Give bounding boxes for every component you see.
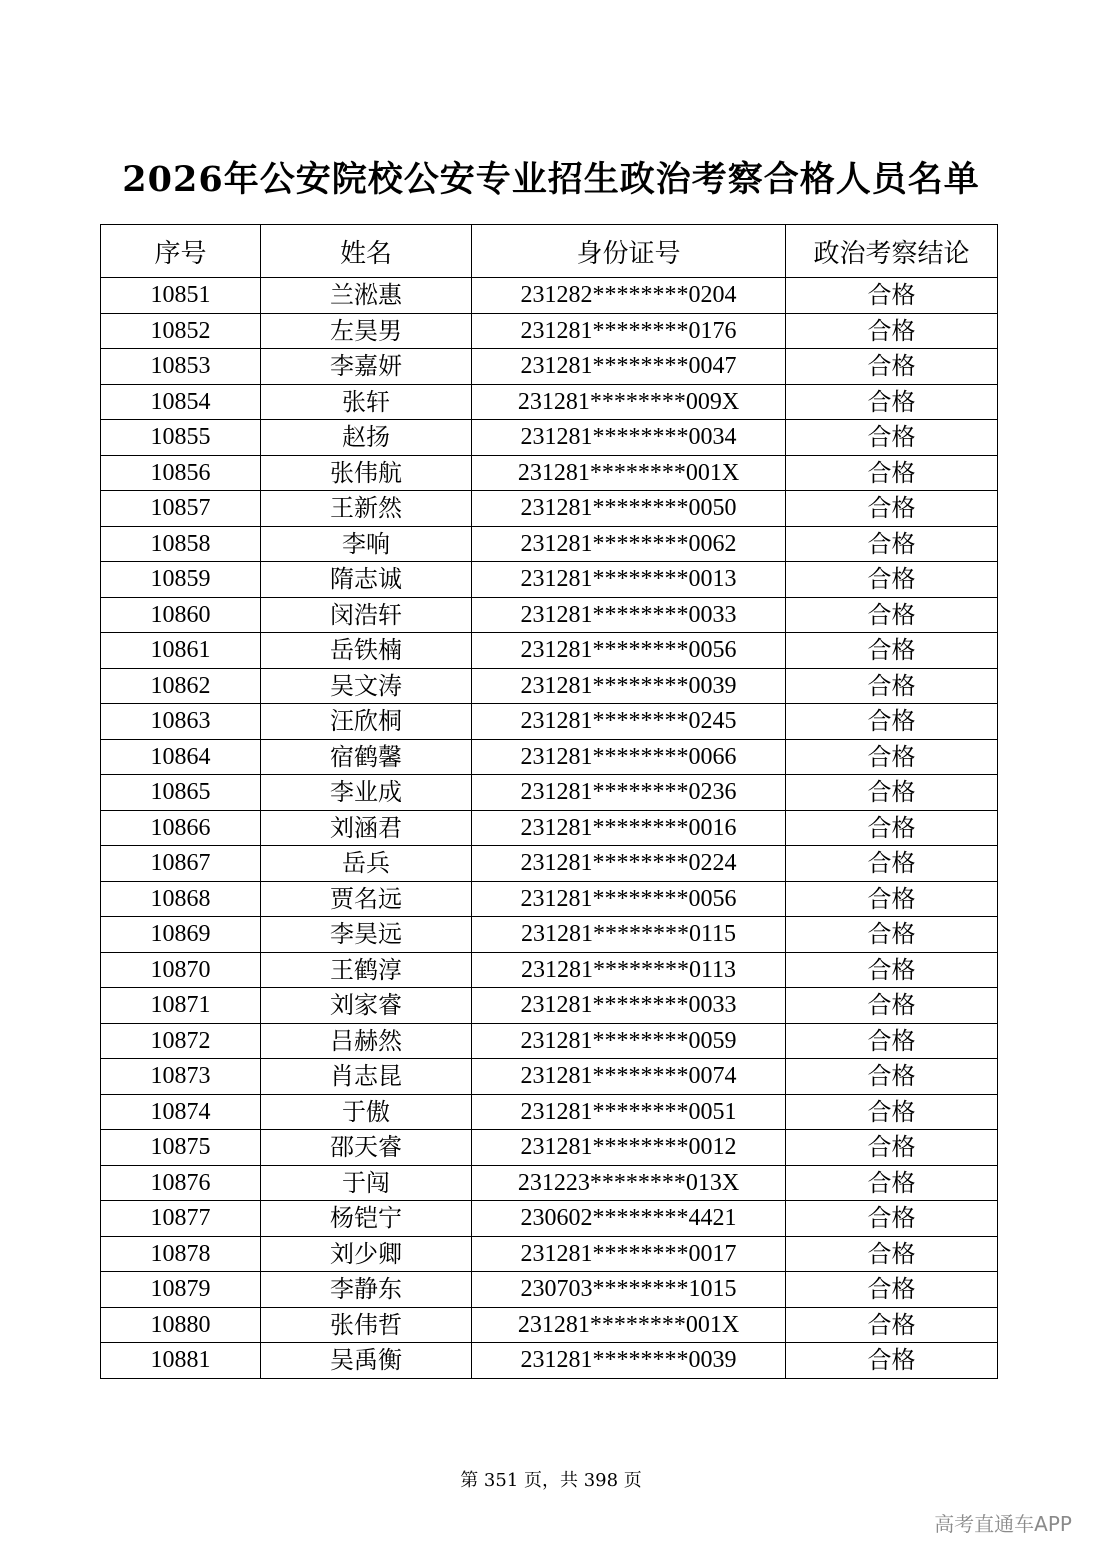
result-cell: 合格 [786,1343,998,1379]
name-cell: 刘涵君 [261,810,472,846]
table-row [101,775,998,811]
table-row [101,597,998,633]
id-number-cell: 231281********001X [472,455,786,491]
name-cell: 兰淞惠 [261,278,472,314]
name-cell: 王鹤淳 [261,952,472,988]
result-cell: 合格 [786,810,998,846]
result-cell: 合格 [786,1165,998,1201]
name-cell: 李业成 [261,775,472,811]
table-row [101,1165,998,1201]
table-row [101,526,998,562]
table-row [101,1307,998,1343]
serial-number-cell: 10872 [101,1023,261,1059]
name-cell: 吴文涛 [261,668,472,704]
serial-number-cell: 10856 [101,455,261,491]
name-cell: 王新然 [261,491,472,527]
table-row [101,952,998,988]
id-number-cell: 231281********0245 [472,704,786,740]
serial-number-cell: 10873 [101,1059,261,1095]
table-row [101,1201,998,1237]
result-cell: 合格 [786,1272,998,1308]
result-cell: 合格 [786,313,998,349]
serial-number-cell: 10876 [101,1165,261,1201]
id-number-cell: 231281********0062 [472,526,786,562]
name-cell: 李昊远 [261,917,472,953]
result-cell: 合格 [786,1307,998,1343]
serial-number-cell: 10853 [101,349,261,385]
id-number-cell: 231281********0033 [472,597,786,633]
id-number-cell: 231281********0056 [472,881,786,917]
serial-number-cell: 10860 [101,597,261,633]
serial-number-cell: 10880 [101,1307,261,1343]
serial-number-cell: 10869 [101,917,261,953]
id-number-cell: 230602********4421 [472,1201,786,1237]
table-row [101,1236,998,1272]
table-row [101,846,998,882]
serial-number-cell: 10861 [101,633,261,669]
id-number-cell: 231282********0204 [472,278,786,314]
table-row [101,1130,998,1166]
serial-number-cell: 10878 [101,1236,261,1272]
name-cell: 岳铁楠 [261,633,472,669]
serial-number-cell: 10870 [101,952,261,988]
table-row [101,384,998,420]
serial-number-cell: 10874 [101,1094,261,1130]
page-title: 2026年公安院校公安专业招生政治考察合格人员名单 [122,159,980,200]
table-row [101,349,998,385]
result-cell: 合格 [786,881,998,917]
result-cell: 合格 [786,668,998,704]
page-number: 第 351 页，共 398 页 [460,1470,642,1491]
table-row [101,704,998,740]
serial-number-cell: 10854 [101,384,261,420]
table-row [101,739,998,775]
result-cell: 合格 [786,1059,998,1095]
serial-number-cell: 10879 [101,1272,261,1308]
serial-number-cell: 10865 [101,775,261,811]
serial-number-cell: 10852 [101,313,261,349]
table-body [101,278,998,1379]
table-row [101,988,998,1024]
result-cell: 合格 [786,775,998,811]
header-serial-number: 序号 [101,225,261,278]
id-number-cell: 231281********0059 [472,1023,786,1059]
id-number-cell: 231281********0047 [472,349,786,385]
result-cell: 合格 [786,917,998,953]
name-cell: 李静东 [261,1272,472,1308]
result-cell: 合格 [786,1236,998,1272]
table-row [101,1094,998,1130]
name-cell: 肖志昆 [261,1059,472,1095]
serial-number-cell: 10866 [101,810,261,846]
name-cell: 李嘉妍 [261,349,472,385]
result-cell: 合格 [786,633,998,669]
serial-number-cell: 10858 [101,526,261,562]
serial-number-cell: 10877 [101,1201,261,1237]
id-number-cell: 231223********013X [472,1165,786,1201]
id-number-cell: 231281********0066 [472,739,786,775]
serial-number-cell: 10868 [101,881,261,917]
name-cell: 张伟哲 [261,1307,472,1343]
table-row [101,455,998,491]
id-number-cell: 231281********0013 [472,562,786,598]
result-cell: 合格 [786,988,998,1024]
roster-table [100,224,998,1379]
id-number-cell: 231281********0113 [472,952,786,988]
table-row [101,491,998,527]
name-cell: 张轩 [261,384,472,420]
result-cell: 合格 [786,1201,998,1237]
result-cell: 合格 [786,1094,998,1130]
id-number-cell: 231281********0012 [472,1130,786,1166]
id-number-cell: 231281********0224 [472,846,786,882]
table-row [101,668,998,704]
result-cell: 合格 [786,384,998,420]
name-cell: 隋志诚 [261,562,472,598]
header-name: 姓名 [261,225,472,278]
result-cell: 合格 [786,526,998,562]
id-number-cell: 231281********0176 [472,313,786,349]
id-number-cell: 231281********0039 [472,1343,786,1379]
result-cell: 合格 [786,597,998,633]
name-cell: 邵天睿 [261,1130,472,1166]
table-row [101,881,998,917]
serial-number-cell: 10857 [101,491,261,527]
name-cell: 左昊男 [261,313,472,349]
result-cell: 合格 [786,349,998,385]
id-number-cell: 231281********0074 [472,1059,786,1095]
name-cell: 闵浩轩 [261,597,472,633]
name-cell: 贾名远 [261,881,472,917]
name-cell: 吕赫然 [261,1023,472,1059]
id-number-cell: 231281********009X [472,384,786,420]
table-row [101,810,998,846]
name-cell: 杨铠宁 [261,1201,472,1237]
id-number-cell: 231281********0050 [472,491,786,527]
result-cell: 合格 [786,846,998,882]
result-cell: 合格 [786,739,998,775]
id-number-cell: 231281********0034 [472,420,786,456]
table-row [101,420,998,456]
name-cell: 吴禹衡 [261,1343,472,1379]
table-row [101,1272,998,1308]
table-row [101,278,998,314]
result-cell: 合格 [786,1023,998,1059]
name-cell: 刘少卿 [261,1236,472,1272]
name-cell: 汪欣桐 [261,704,472,740]
header-result: 政治考察结论 [786,225,998,278]
table-row [101,917,998,953]
id-number-cell: 230703********1015 [472,1272,786,1308]
id-number-cell: 231281********0115 [472,917,786,953]
serial-number-cell: 10875 [101,1130,261,1166]
result-cell: 合格 [786,952,998,988]
result-cell: 合格 [786,1130,998,1166]
name-cell: 岳兵 [261,846,472,882]
name-cell: 于傲 [261,1094,472,1130]
result-cell: 合格 [786,455,998,491]
serial-number-cell: 10867 [101,846,261,882]
name-cell: 张伟航 [261,455,472,491]
name-cell: 赵扬 [261,420,472,456]
id-number-cell: 231281********0039 [472,668,786,704]
id-number-cell: 231281********0017 [472,1236,786,1272]
serial-number-cell: 10871 [101,988,261,1024]
id-number-cell: 231281********001X [472,1307,786,1343]
name-cell: 李响 [261,526,472,562]
header-id-number: 身份证号 [472,225,786,278]
table-row [101,1059,998,1095]
serial-number-cell: 10863 [101,704,261,740]
serial-number-cell: 10881 [101,1343,261,1379]
name-cell: 于闯 [261,1165,472,1201]
id-number-cell: 231281********0016 [472,810,786,846]
table-row [101,562,998,598]
table-row [101,1343,998,1379]
table-row [101,1023,998,1059]
id-number-cell: 231281********0051 [472,1094,786,1130]
id-number-cell: 231281********0033 [472,988,786,1024]
name-cell: 宿鹤馨 [261,739,472,775]
watermark-text: 高考直通车APP [934,1512,1072,1536]
serial-number-cell: 10862 [101,668,261,704]
result-cell: 合格 [786,562,998,598]
name-cell: 刘家睿 [261,988,472,1024]
serial-number-cell: 10855 [101,420,261,456]
result-cell: 合格 [786,278,998,314]
table-row [101,633,998,669]
serial-number-cell: 10851 [101,278,261,314]
table-header-row [101,225,998,278]
serial-number-cell: 10864 [101,739,261,775]
result-cell: 合格 [786,704,998,740]
result-cell: 合格 [786,491,998,527]
id-number-cell: 231281********0236 [472,775,786,811]
result-cell: 合格 [786,420,998,456]
serial-number-cell: 10859 [101,562,261,598]
table-row [101,313,998,349]
id-number-cell: 231281********0056 [472,633,786,669]
